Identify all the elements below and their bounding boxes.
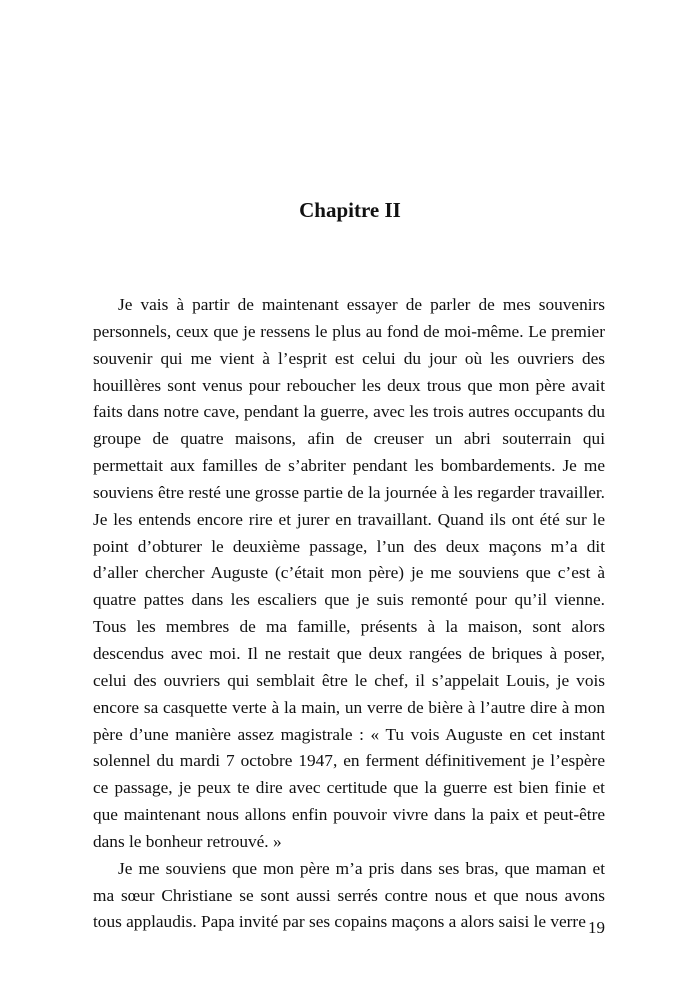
- page-number: 19: [588, 918, 605, 937]
- chapter-title: Chapitre II: [299, 198, 401, 222]
- paragraph-1: Je vais à partir de maintenant essayer de parler de mes souvenirs personnels, ceux que je ressens le plus au fond de moi-même. Le premier souvenir qui me vient à l’esprit est celui du jour où les ouvriers des houillères sont venus pour reboucher les deux trous que mon père avait faits dans notre cave, pendant la guerre, avec les trois autres occupants du groupe de quatre maisons, afin de creuser un abri souterrain qui permettait aux familles de s’abriter pendant les bombardements. Je me souviens être resté une grosse partie de la journée à les regarder travailler. Je les entends encore rire et jurer en travaillant. Quand ils ont été sur le point d’obturer le deuxième passage, l’un des deux maçons m’a dit d’aller chercher Auguste (c’était mon père) je me souviens que c’est à quatre pattes dans les escaliers que je suis remonté pour qu’il vienne. Tous les membres de ma famille, présents à la maison, sont alors descendus avec moi. Il ne restait que deux rangées de briques à poser, celui des ouvriers qui semblait être le chef, il s’appelait Louis, je vois encore sa casquette verte à la main, un verre de bière à l’autre dire à mon père d’une manière assez magistrale : « Tu vois Auguste en cet instant solennel du mardi 7 octobre 1947, en ferment définitivement je l’espère ce passage, je peux te dire avec certitude que la guerre est bien finie et que maintenant nous allons enfin pouvoir vivre dans la paix et peut-être dans le bonheur retrouvé. »: [93, 295, 605, 851]
- body-text: [93, 292, 605, 936]
- paragraph-2: Je me souviens que mon père m’a pris dans ses bras, que maman et ma sœur Christiane se sont aussi serrés contre nous et que nous avons tous applaudis. Papa invité par ses copains maçons a alors saisi le verre: [93, 858, 605, 932]
